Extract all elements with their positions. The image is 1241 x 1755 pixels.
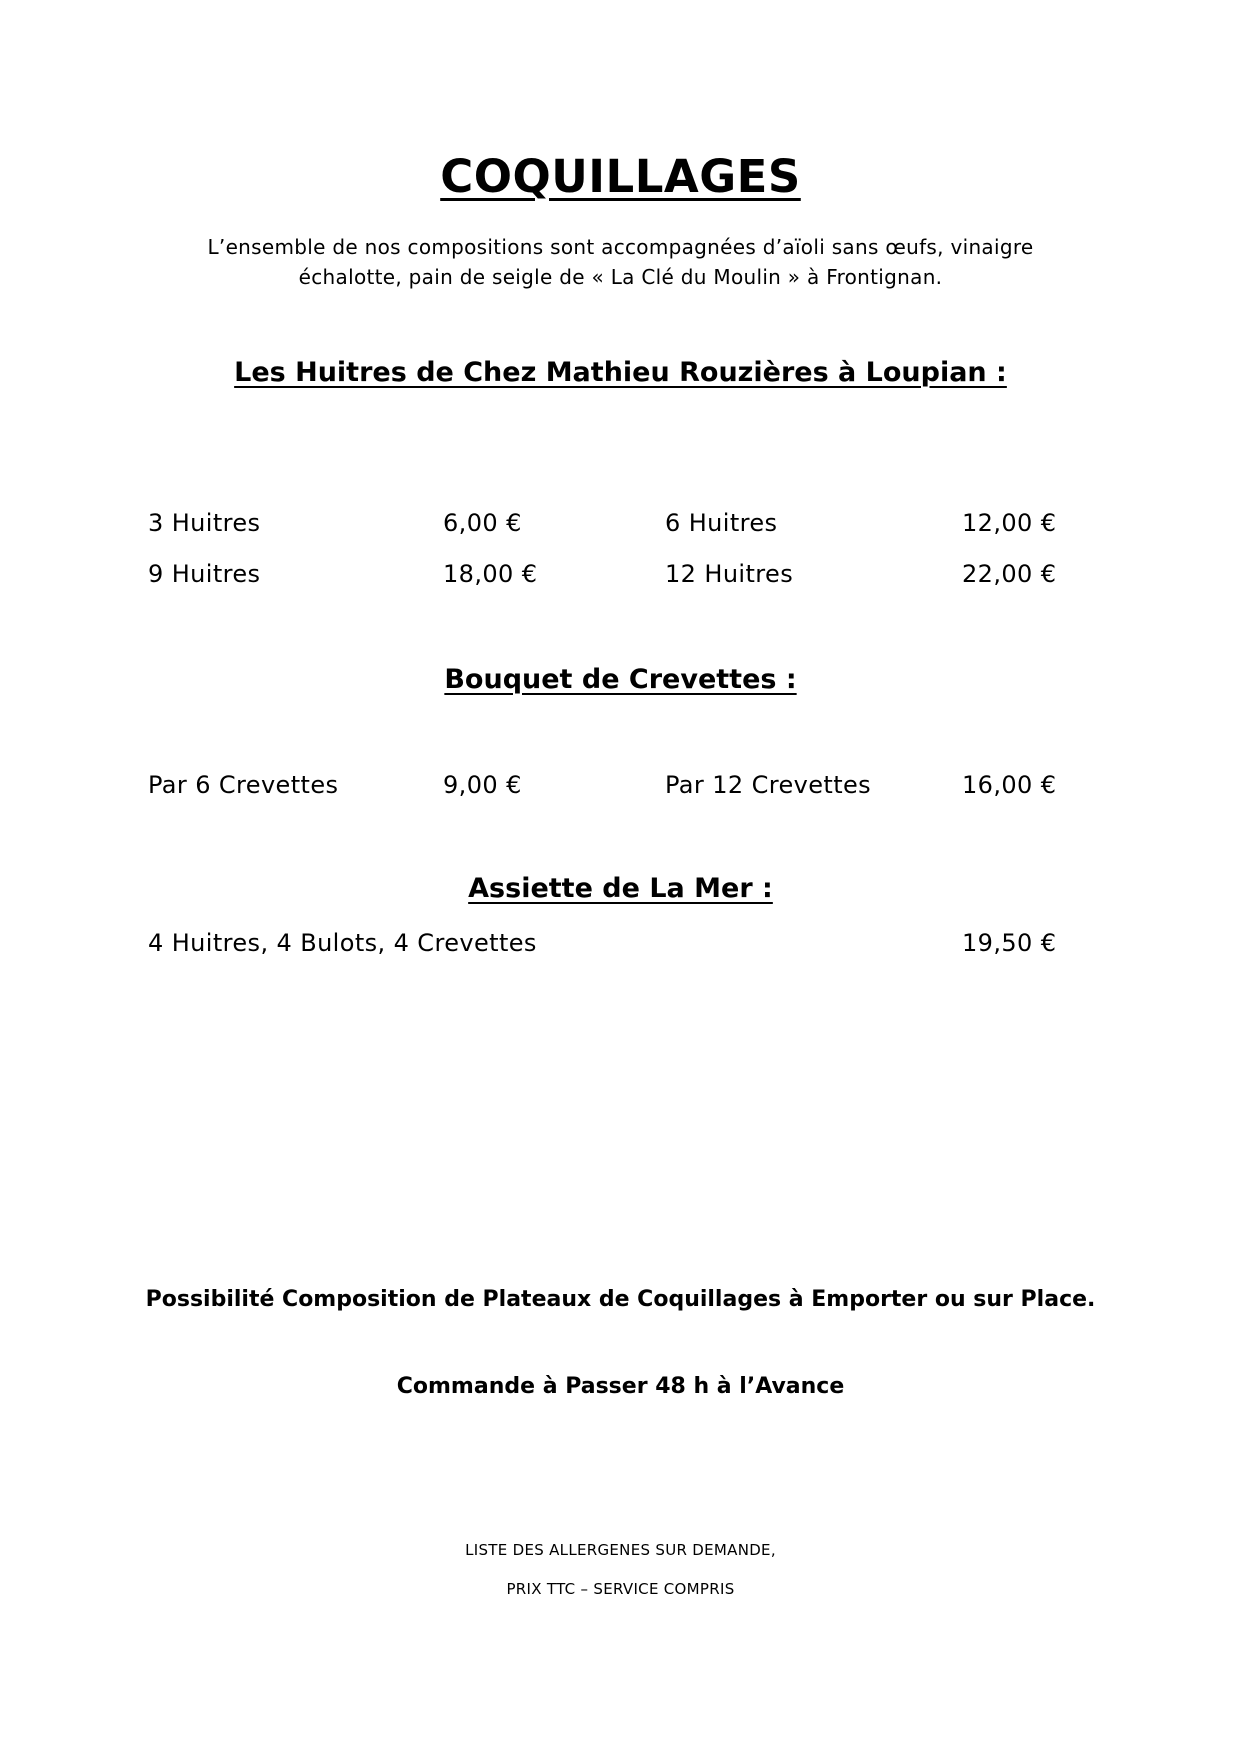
page-title: COQUILLAGES bbox=[440, 150, 801, 203]
menu-item-price: 6,00 € bbox=[443, 509, 522, 537]
intro-line-2: échalotte, pain de seigle de « La Clé du Moulin » à Frontignan. bbox=[298, 265, 943, 289]
menu-item-label: 4 Huitres, 4 Bulots, 4 Crevettes bbox=[148, 929, 537, 957]
prix-note: PRIX TTC – SERVICE COMPRIS bbox=[506, 1580, 735, 1598]
menu-item-price: 12,00 € bbox=[962, 509, 1057, 537]
crevettes-heading: Bouquet de Crevettes : bbox=[444, 664, 797, 695]
menu-item-label: Par 6 Crevettes bbox=[148, 771, 339, 799]
menu-item-label: 3 Huitres bbox=[148, 509, 261, 537]
menu-item-price: 16,00 € bbox=[962, 771, 1057, 799]
menu-item-label: 12 Huitres bbox=[665, 560, 794, 588]
menu-item-price: 18,00 € bbox=[443, 560, 538, 588]
intro-text bbox=[0, 232, 1241, 292]
intro-line-1: L’ensemble de nos compositions sont accompagnées d’aïoli sans œufs, vinaigre bbox=[207, 235, 1034, 259]
allergenes-note: LISTE DES ALLERGENES SUR DEMANDE, bbox=[465, 1541, 776, 1559]
assiette-heading: Assiette de La Mer : bbox=[468, 873, 773, 904]
menu-item-price: 22,00 € bbox=[962, 560, 1057, 588]
menu-item-price: 19,50 € bbox=[962, 929, 1057, 957]
plateaux-note: Possibilité Composition de Plateaux de Coquillages à Emporter ou sur Place. bbox=[145, 1287, 1096, 1312]
menu-item-label: 6 Huitres bbox=[665, 509, 778, 537]
menu-item-label: 9 Huitres bbox=[148, 560, 261, 588]
menu-item-label: Par 12 Crevettes bbox=[665, 771, 872, 799]
menu-item-price: 9,00 € bbox=[443, 771, 522, 799]
huitres-heading: Les Huitres de Chez Mathieu Rouzières à Loupian : bbox=[234, 357, 1007, 388]
commande-note: Commande à Passer 48 h à l’Avance bbox=[396, 1374, 845, 1399]
